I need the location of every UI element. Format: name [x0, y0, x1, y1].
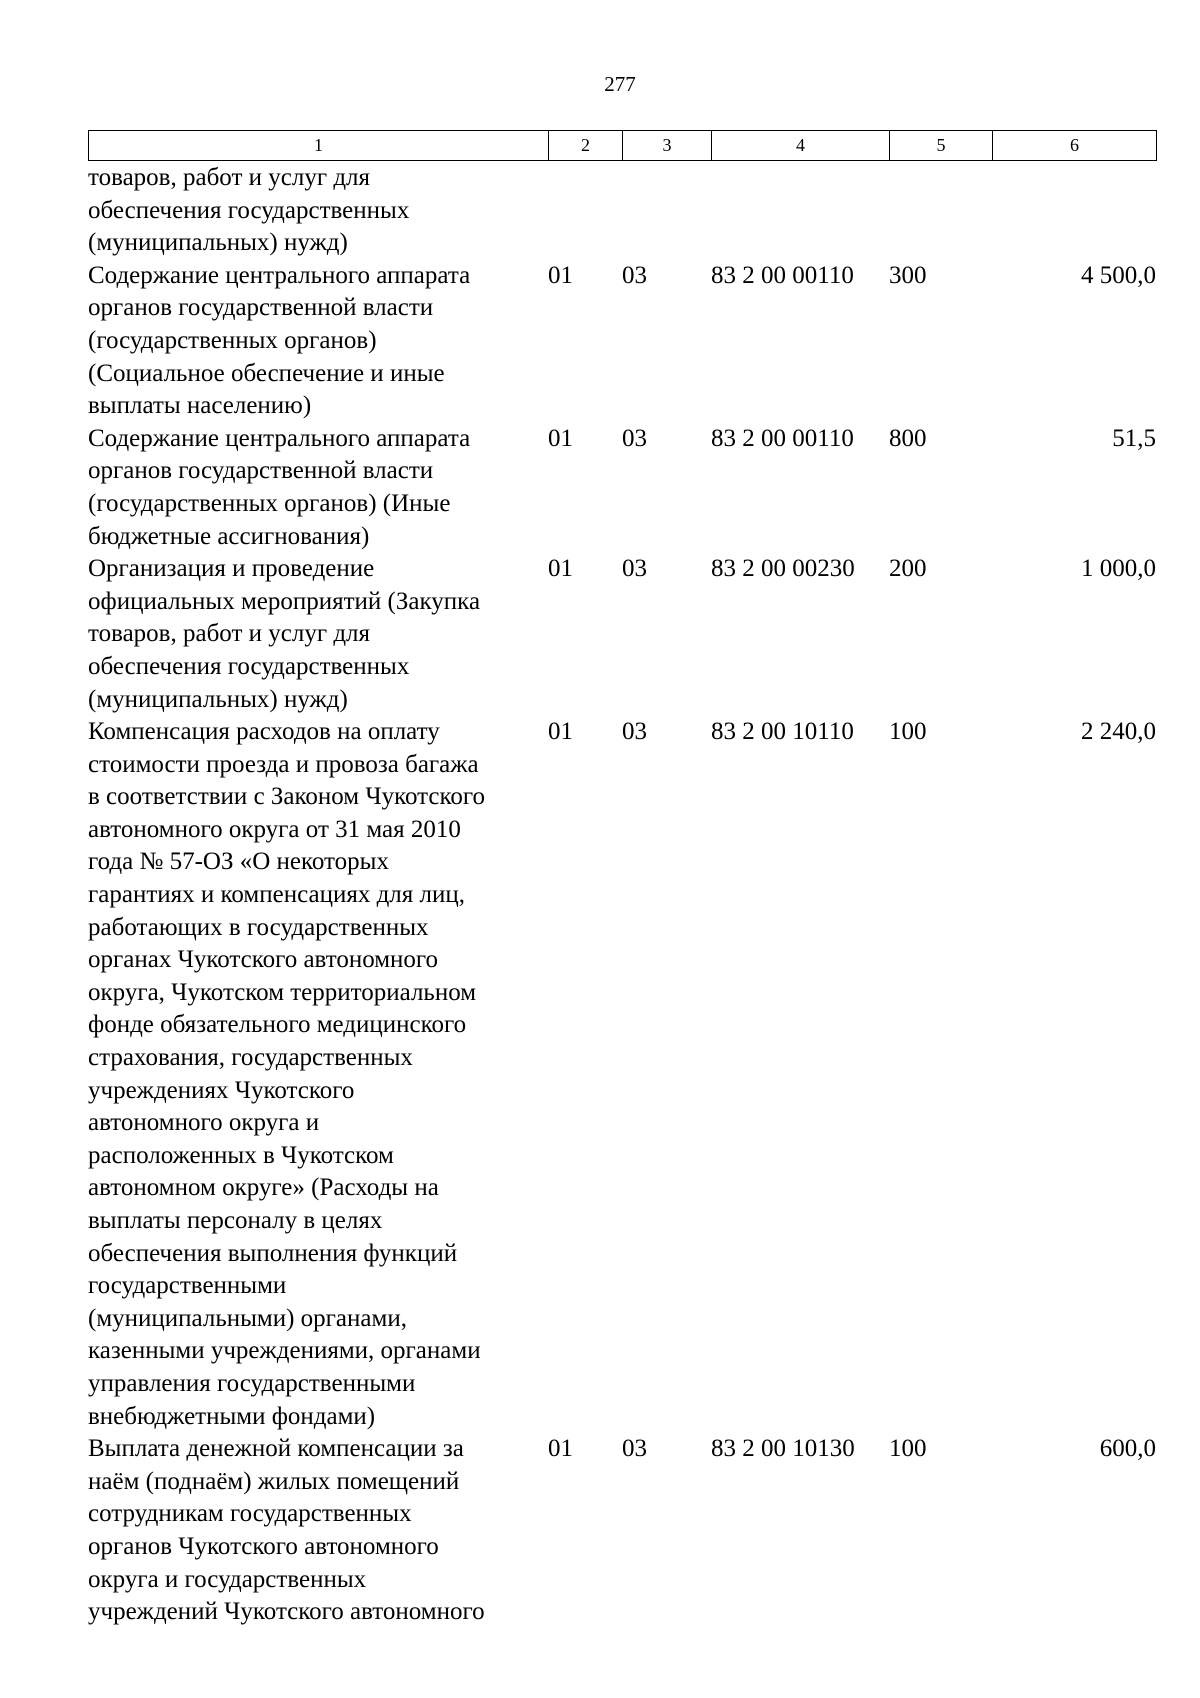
row-section: 01 — [548, 555, 573, 583]
table-row — [88, 260, 1156, 423]
column-header-5: 5 — [890, 131, 993, 161]
row-target-article: 83 2 00 00230 — [711, 555, 855, 583]
row-section — [548, 162, 622, 260]
row-name: Содержание центрального аппарата органов государственной власти (государственных органов) (Иные бюджетные ассигнования) — [88, 424, 471, 550]
row-subsection — [622, 162, 711, 260]
row-name: Содержание центрального аппарата органов государственной власти (государственных органов) (Социальное обеспечение и иные выплаты населению) — [88, 261, 471, 420]
table-row — [88, 423, 1156, 553]
column-header-table — [88, 130, 1157, 161]
row-section: 01 — [548, 261, 573, 289]
row-name: Организация и проведение официальных мероприятий (Закупка товаров, работ и услуг для обеспечения государственных (муниципальных) нужд) — [88, 555, 481, 713]
row-name: товаров, работ и услуг для обеспечения государственных (муниципальных) нужд) — [88, 164, 410, 257]
table-row — [88, 553, 1156, 716]
row-expense-type: 100 — [889, 718, 927, 746]
column-header-1: 1 — [89, 131, 549, 161]
row-subsection: 03 — [622, 261, 647, 289]
row-subsection: 03 — [622, 718, 647, 746]
row-expense-type: 300 — [889, 261, 927, 289]
row-section: 01 — [548, 424, 573, 452]
row-expense-type: 100 — [889, 1435, 927, 1463]
table-row — [88, 162, 1156, 260]
row-subsection: 03 — [622, 555, 647, 583]
row-target-article: 83 2 00 00110 — [711, 424, 854, 452]
row-amount: 51,5 — [1112, 424, 1156, 452]
table-row — [88, 716, 1156, 1433]
table-row — [88, 1433, 1156, 1629]
row-section: 01 — [548, 1435, 573, 1463]
row-target-article: 83 2 00 00110 — [711, 261, 854, 289]
row-name: Выплата денежной компенсации за наём (поднаём) жилых помещений сотрудникам государственных органов Чукотского автономного округа и государственных учреждений Чукотского автономного — [88, 1435, 485, 1626]
column-header-3: 3 — [623, 131, 712, 161]
row-amount: 600,0 — [1099, 1435, 1156, 1463]
row-amount: 2 240,0 — [1081, 718, 1156, 746]
row-target-article: 83 2 00 10110 — [711, 718, 854, 746]
row-target-article: 83 2 00 10130 — [711, 1435, 855, 1463]
page-number: 277 — [604, 72, 636, 96]
column-header-row — [89, 131, 1157, 161]
row-amount — [992, 162, 1156, 260]
row-section: 01 — [548, 718, 573, 746]
budget-table — [88, 162, 1156, 1629]
column-header-4: 4 — [712, 131, 890, 161]
row-subsection: 03 — [622, 424, 647, 452]
row-expense-type: 800 — [889, 424, 927, 452]
row-amount: 4 500,0 — [1081, 261, 1156, 289]
row-name: Компенсация расходов на оплату стоимости проезда и провоза багажа в соответствии с Законом Чукотского автономного округа от 31 мая 2010 года № 57-ОЗ «О некоторых гарантиях и компенсациях для лиц, работающих в государственных органах Чукотского автономного округа, Чукотском территориальном фонде обязательного медицинского страхования, государственных учреждениях Чукотского автономного округа и расположенных в Чукотском автономном округе» (Расходы на выплаты персоналу в целях обеспечения выполнения функций государственными (муниципальными) органами, казенными учреждениями, органами управления государственными внебюджетными фондами) — [88, 718, 486, 1430]
column-header-2: 2 — [549, 131, 623, 161]
row-subsection: 03 — [622, 1435, 647, 1463]
column-header-6: 6 — [993, 131, 1157, 161]
row-expense-type — [889, 162, 992, 260]
row-amount: 1 000,0 — [1081, 555, 1156, 583]
row-target-article — [711, 162, 889, 260]
row-expense-type: 200 — [889, 555, 927, 583]
